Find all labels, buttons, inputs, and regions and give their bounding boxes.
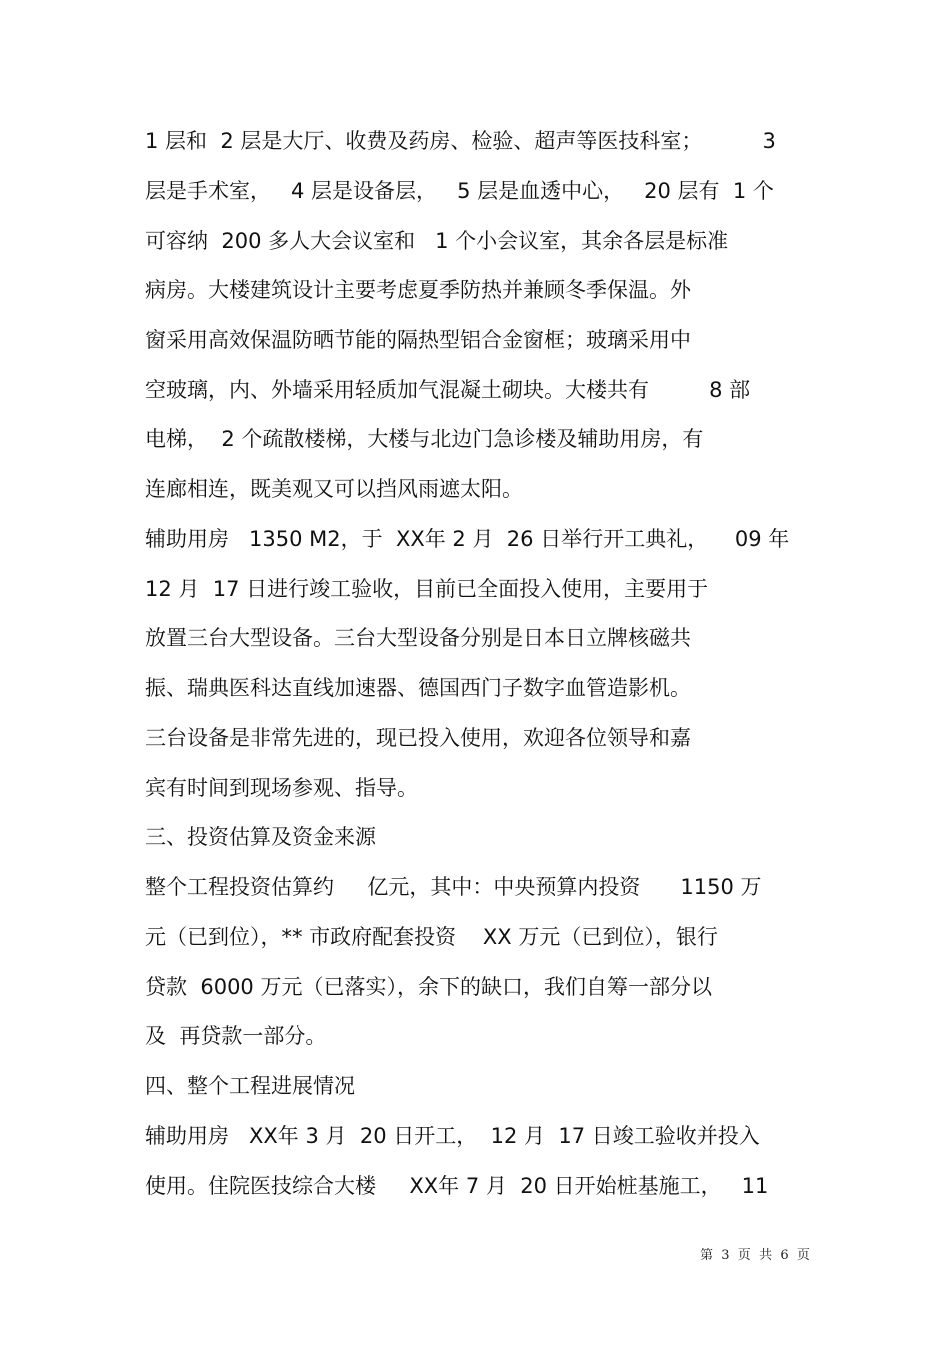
paragraph-line: 使用。住院医技综合大楼 XX年 7 月 20 日开始桩基施工， 11 <box>145 1174 769 1198</box>
paragraph-line: 电梯， 2 个疏散楼梯，大楼与北边门急诊楼及辅助用房，有 <box>145 427 704 451</box>
paragraph-line: 辅助用房 1350 M2，于 XX年 2 月 26 日举行开工典礼， 09 年 <box>145 527 790 551</box>
paragraph-line: 12 月 17 日进行竣工验收，目前已全面投入使用，主要用于 <box>145 577 709 601</box>
paragraph-line: 可容纳 200 多人大会议室和 1 个小会议室，其余各层是标准 <box>145 229 729 253</box>
paragraph-line: 元（已到位），** 市政府配套投资 XX 万元（已到位），银行 <box>145 925 718 949</box>
paragraph-line: 振、瑞典医科达直线加速器、德国西门子数字血管造影机。 <box>145 676 691 700</box>
paragraph-line: 放置三台大型设备。三台大型设备分别是日本日立牌核磁共 <box>145 626 691 650</box>
paragraph-line: 辅助用房 XX年 3 月 20 日开工， 12 月 17 日竣工验收并投入 <box>145 1124 760 1148</box>
paragraph-line: 贷款 6000 万元（已落实），余下的缺口，我们自筹一部分以 <box>145 975 712 999</box>
paragraph-line: 三台设备是非常先进的，现已投入使用，欢迎各位领导和嘉 <box>145 726 691 750</box>
paragraph-line: 1 层和 2 层是大厅、收费及药房、检验、超声等医技科室； 3 <box>145 129 776 153</box>
paragraph-line: 层是手术室， 4 层是设备层， 5 层是血透中心， 20 层有 1 个 <box>145 179 774 203</box>
page-number-footer: 第 3 页 共 6 页 <box>700 1248 810 1263</box>
paragraph-line: 宾有时间到现场参观、指导。 <box>145 776 418 800</box>
paragraph-line: 整个工程投资估算约 亿元，其中：中央预算内投资 1150 万 <box>145 875 762 899</box>
paragraph-line: 及 再贷款一部分。 <box>145 1024 327 1048</box>
paragraph-line: 窗采用高效保温防晒节能的隔热型铝合金窗框；玻璃采用中 <box>145 328 691 352</box>
paragraph-line: 空玻璃，内、外墙采用轻质加气混凝土砌块。大楼共有 8 部 <box>145 378 751 402</box>
paragraph-line: 连廊相连，既美观又可以挡风雨遮太阳。 <box>145 477 523 501</box>
section-heading: 四、整个工程进展情况 <box>145 1074 355 1098</box>
section-heading: 三、投资估算及资金来源 <box>145 825 376 849</box>
paragraph-line: 病房。大楼建筑设计主要考虑夏季防热并兼顾冬季保温。外 <box>145 278 691 302</box>
